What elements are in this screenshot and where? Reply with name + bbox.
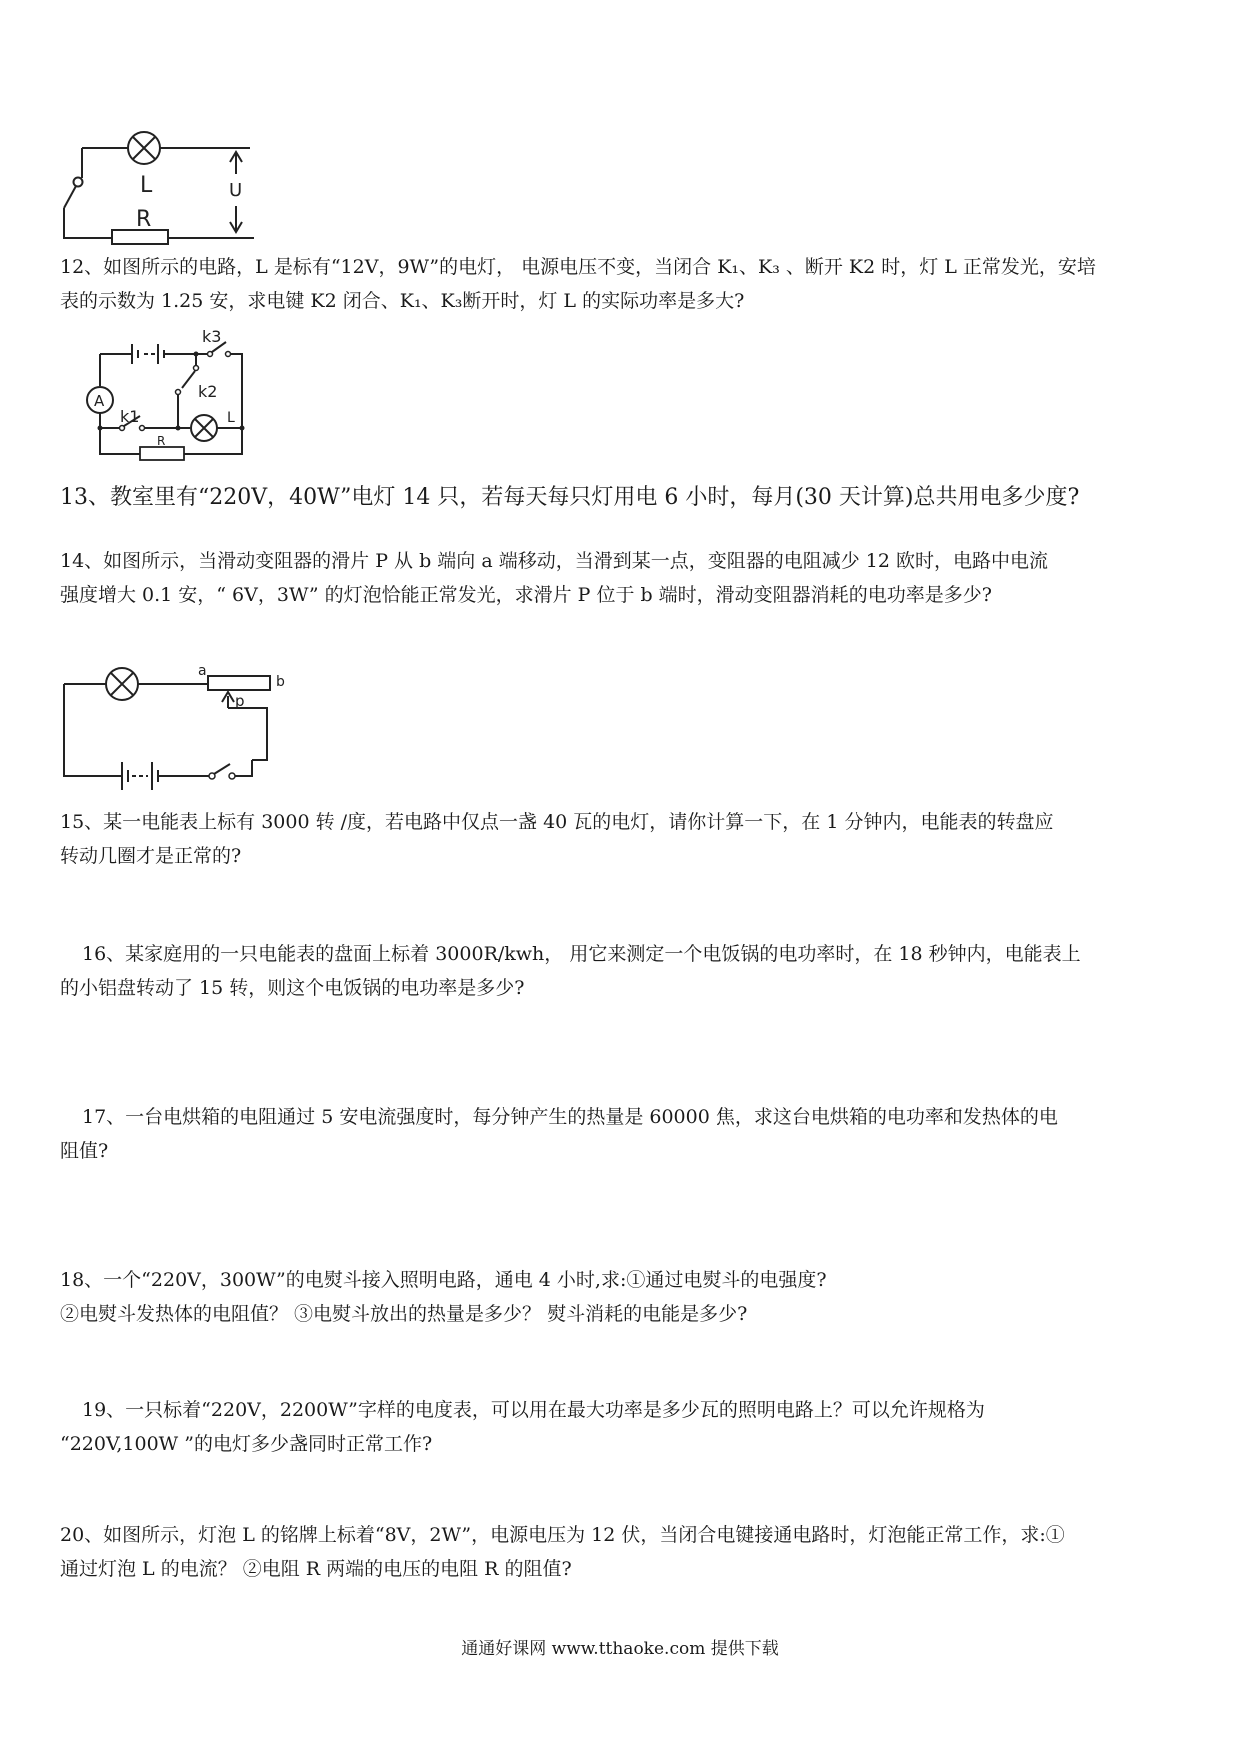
question-12-line-2: 表的示数为 1.25 安，求电键 K2 闭合、K₁、K₃断开时，灯 L 的实际功率是多大? [60, 290, 745, 312]
question-13-line-1: 13、教室里有“220V，40W”电灯 14 只，若每天每只灯用电 6 小时，每月(30 天计算)总共用电多少度? [60, 485, 1080, 510]
resistor-icon [140, 447, 184, 460]
question-13 [60, 480, 1190, 516]
rheostat-a-label: a [198, 663, 207, 679]
resistor-icon [112, 230, 168, 244]
resistor-label: R [136, 207, 152, 232]
rheostat-b-label: b [276, 674, 285, 690]
question-19-line-2: “220V,100W ”的电灯多少盏同时正常工作? [60, 1433, 433, 1455]
question-12 [60, 250, 1190, 318]
resistor-label: R [157, 434, 166, 448]
voltage-label: U [229, 180, 243, 201]
circuit-diagram-q14 [62, 664, 292, 794]
k3-label: k3 [202, 327, 222, 346]
k1-label: k1 [120, 407, 140, 426]
question-12-line-1: 12、如图所示的电路，L 是标有“12V，9W”的电灯， 电源电压不变，当闭合 K₁、K₃ 、断开 K2 时，灯 L 正常发光，安培 [60, 256, 1096, 278]
question-20 [60, 1518, 1190, 1586]
question-14-line-1: 14、如图所示，当滑动变阻器的滑片 P 从 b 端向 a 端移动，当滑到某一点，变阻器的电阻减少 12 欧时，电路中电流 [60, 550, 1048, 572]
slider-p-label: p [235, 692, 245, 710]
question-18-line-2: ②电熨斗发热体的电阻值？ ③电熨斗放出的热量是多少？ 熨斗消耗的电能是多少? [60, 1303, 748, 1325]
ammeter-label: A [94, 392, 105, 410]
circuit-diagram-q12 [84, 327, 254, 460]
question-16-line-2: 的小铝盘转动了 15 转，则这个电饭锅的电功率是多少? [60, 977, 525, 999]
k2-label: k2 [198, 382, 218, 401]
question-15 [60, 805, 1190, 873]
question-19-line-1: 19、一只标着“220V，2200W”字样的电度表，可以用在最大功率是多少瓦的照明电路上？可以允许规格为 [82, 1399, 985, 1421]
question-16 [60, 937, 1190, 1005]
question-14-line-2: 强度增大 0.1 安，“ 6V，3W” 的灯泡恰能正常发光，求滑片 P 位于 b 端时，滑动变阻器消耗的电功率是多少? [60, 584, 992, 606]
question-17-line-1: 17、一台电烘箱的电阻通过 5 安电流强度时，每分钟产生的热量是 60000 焦，求这台电烘箱的电功率和发热体的电 [82, 1106, 1058, 1128]
question-18 [60, 1263, 1190, 1331]
question-18-line-1: 18、一个“220V，300W”的电熨斗接入照明电路，通电 4 小时,求:①通过电熨斗的电强度? [60, 1269, 827, 1291]
question-15-line-2: 转动几圈才是正常的? [60, 845, 242, 867]
question-14 [60, 544, 1190, 612]
rheostat-icon [208, 676, 270, 690]
footer-credit: 通通好课网 www.tthaoke.com 提供下载 [461, 1639, 779, 1659]
circuit-diagram-q11 [60, 130, 260, 250]
question-20-line-2: 通过灯泡 L 的电流？ ②电阻 R 两端的电压的电阻 R 的阻值? [60, 1558, 572, 1580]
lamp-label: L [227, 410, 235, 426]
question-19 [60, 1393, 1190, 1461]
question-17 [60, 1100, 1190, 1168]
switch-contact-icon [74, 178, 83, 187]
question-16-line-1: 16、某家庭用的一只电能表的盘面上标着 3000R/kwh， 用它来测定一个电饭锅的电功率时，在 18 秒钟内，电能表上 [82, 943, 1081, 965]
lamp-label: L [140, 173, 153, 198]
question-15-line-1: 15、某一电能表上标有 3000 转 /度，若电路中仅点一盏 40 瓦的电灯，请你计算一下，在 1 分钟内，电能表的转盘应 [60, 811, 1054, 833]
question-20-line-1: 20、如图所示，灯泡 L 的铭牌上标着“8V，2W”，电源电压为 12 伏，当闭合电键接通电路时，灯泡能正常工作，求:① [60, 1524, 1065, 1546]
question-17-line-2: 阻值? [60, 1140, 109, 1162]
